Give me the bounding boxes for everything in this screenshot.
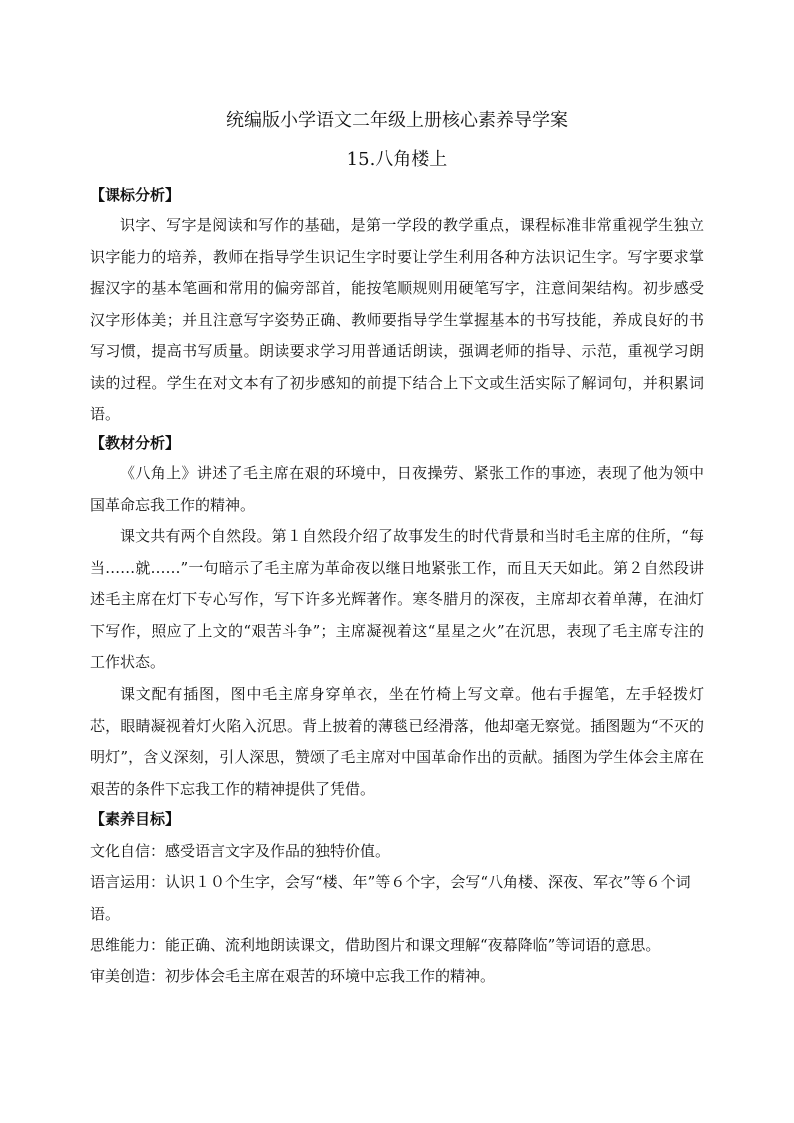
lesson-title: 15.八角楼上 [346,149,448,170]
textbook-paragraph-3: 课文配有插图，图中毛主席身穿单衣，坐在竹椅上写文章。他右手握笔，左手轻拨灯芯，眼睛凝视着灯火陷入沉思。背上披着的薄毯已经滑落，他却毫无察觉。插图题为“不灭的明灯”，含义深刻，引人深思，赞颂了毛主席对中国革命作出的贡献。插图为学生体会主席在艰苦的条件下忘我工作的精神提供了凭借。 [90,685,704,798]
textbook-paragraph-1: 《八角上》讲述了毛主席在艰的环境中，日夜操劳、紧张工作的事迹，表现了他为领中国革命忘我工作的精神。 [90,464,704,514]
section-heading-goals: 【素养目标】 [90,810,181,828]
document-title: 统编版小学语文二年级上册核心素养导学案 [226,110,568,131]
goal-cultural-confidence: 文化自信：感受语言文字及作品的独特价值。 [90,842,391,860]
textbook-paragraph-2: 课文共有两个自然段。第１自然段介绍了故事发生的时代背景和当时毛主席的住所，“每当……就……”一句暗示了毛主席为革命夜以继日地紧张工作，而且天天如此。第２自然段讲述毛主席在灯下专心写作，写下许多光辉著作。寒冬腊月的深夜，主席却衣着单薄，在油灯下写作，照应了上文的“艰苦斗争”；主席凝视着这“星星之火”在沉思，表现了毛主席专注的工作状态。 [90,527,704,671]
goal-thinking-ability: 思维能力：能正确、流利地朗读课文，借助图片和课文理解“夜幕降临”等词语的意思。 [90,936,661,954]
goal-language-use: 语言运用：认识１０个生字，会写“楼、年”等６个字，会写“八角楼、深夜、军衣”等６个词语。 [90,873,691,923]
goal-aesthetic-creation: 审美创造：初步体会毛主席在艰苦的环境中忘我工作的精神。 [90,967,496,985]
section-heading-curriculum: 【课标分析】 [90,186,181,204]
section-heading-textbook: 【教材分析】 [90,434,181,452]
curriculum-paragraph: 识字、写字是阅读和写作的基础，是第一学段的教学重点，课程标准非常重视学生独立识字能力的培养，教师在指导学生识记生字时要让学生利用各种方法识记生字。写字要求掌握汉字的基本笔画和常用的偏旁部首，能按笔顺规则用硬笔写字，注意间架结构。初步感受汉字形体美；并且注意写字姿势正确、教师要指导学生掌握基本的书写技能，养成良好的书写习惯，提高书写质量。朗读要求学习用普通话朗读，强调老师的指导、示范，重视学习朗读的过程。学生在对文本有了初步感知的前提下结合上下文或生活实际了解词句，并积累词语。 [90,216,704,423]
